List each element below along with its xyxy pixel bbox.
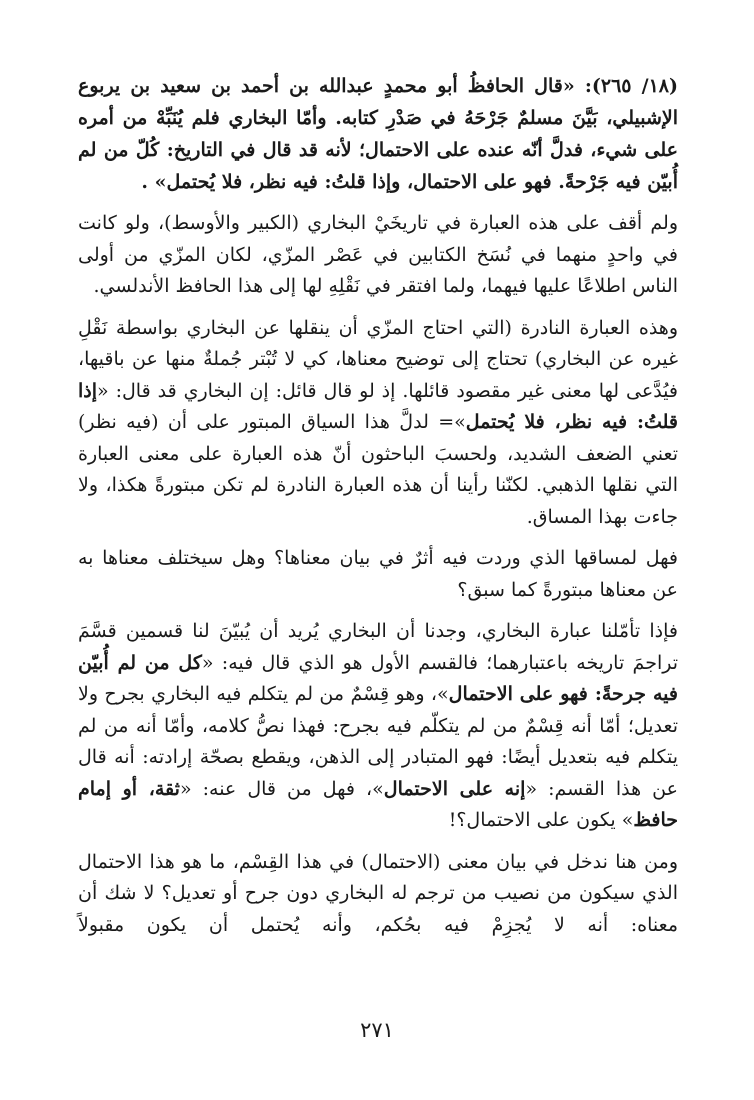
paragraph-text: فإذا تأمّلنا عبارة البخاري، وجدنا أن البخاري يُريد أن يُبيّنَ لنا قسمين قسَّمَ تراجمَ تاريخه باعتبارهما؛ فالقسم الأول هو الذي قال فيه: « <box>78 620 678 674</box>
paragraph-text: ومن هنا ندخل في بيان معنى (الاحتمال) في هذا القِسْم، ما هو هذا الاحتمال الذي سيكون من نصيب من ترجم له البخاري دون جرح أو تعديل؟ لا شك أن معناه: أنه لا يُجزِمْ فيه بحُكم، وأنه يُحتمل أن يكون مقبولاً <box>78 850 678 936</box>
quoted-passage <box>78 70 678 198</box>
paragraph <box>78 313 678 534</box>
paragraph-text: »، وهو قِسْمٌ من لم يتكلم فيه البخاري بجرح ولا تعديل؛ أمّا أنه قِسْمٌ من لم يتكلّم فيه بجرح: فهذا نصُّ كلامه، وأمّا أنه من لم يتكلم فيه بتعديل أيضًا: فهو المتبادر إلى الذهن، ويقطع بصحّة إرادته: أنه قال عن هذا القسم: « <box>78 683 678 800</box>
page-number: ٢٧١ <box>360 1018 394 1042</box>
quote-text: (١٨/ ٢٦٥): «قال الحافظُ أبو محمدٍ عبدالله بن أحمد بن سعيد بن يربوع الإشبيلي، بَيَّنَ مسلمٌ جَرْحَهُ في صَدْرِ كتابه. وأمّا البخاري فلم يُنَبِّهْ من أمره على شيء، فدلَّ أنّه عنده على الاحتمال؛ لأنه قد قال في التاريخ: كُلّ من لم أُبيّن فيه جَرْحةً. فهو على الاحتمال، وإذا قلتُ: فيه نظر، فلا يُحتمل» . <box>78 75 678 193</box>
paragraph <box>78 616 678 837</box>
page-body <box>78 70 678 941</box>
paragraph <box>78 208 678 303</box>
paragraph-text: وهذه العبارة النادرة (التي احتاج المزّي أن ينقلها عن البخاري بواسطة نَقْلِ غيره عن البخاري) تحتاج إلى توضيح معناها، كي لا تُبْتر جُملةٌ منها عن باقيها، فيُدَّعى لها معنى غير مقصود قائلها. إذ لو قال قائل: إن البخاري قد قال: « <box>78 316 678 402</box>
paragraph <box>78 847 678 942</box>
paragraph-text: ولم أقف على هذه العبارة في تاريخَيْ البخاري (الكبير والأوسط)، ولو كانت في واحدٍ منهما في نُسَخ الكتابين في عَصْر المزّي، لكان المزّي من أولى الناس اطلاعًا عليها فيهما، ولما افتقر في نَقْلِهِ لها إلى هذا الحافظ الأندلسي. <box>78 212 678 297</box>
bold-quote: كل من لم أُبيّن فيه جرحةً: فهو على الاحتمال <box>78 651 678 705</box>
paragraph-text: » يكون على الاحتمال؟! <box>448 809 634 831</box>
paragraph-text: فهل لمساقها الذي وردت فيه أثرٌ في بيان معناها؟ وهل سيختلف معناها به عن معناها مبتورةً كما سبق؟ <box>78 547 678 601</box>
paragraph <box>78 543 678 606</box>
paragraph-text: »، فهل من قال عنه: « <box>179 777 384 800</box>
paragraph-text: »= لدلَّ هذا السياق المبتور على أن (فيه نظر) تعني الضعف الشديد، ولحسبَ الباحثون أنّ هذه العبارة على معنى العبارة التي نقلها الذهبي. لكنّنا رأينا أن هذه العبارة النادرة لم تكن مبتورةً هكذا، ولا جاءت بهذا المساق. <box>78 411 678 528</box>
bold-quote: إنه على الاحتمال <box>383 777 526 800</box>
bold-quote: إذا قلتُ: فيه نظر، فلا يُحتمل <box>78 379 679 433</box>
bold-quote: ثقة، أو إمام حافظ <box>78 777 678 831</box>
